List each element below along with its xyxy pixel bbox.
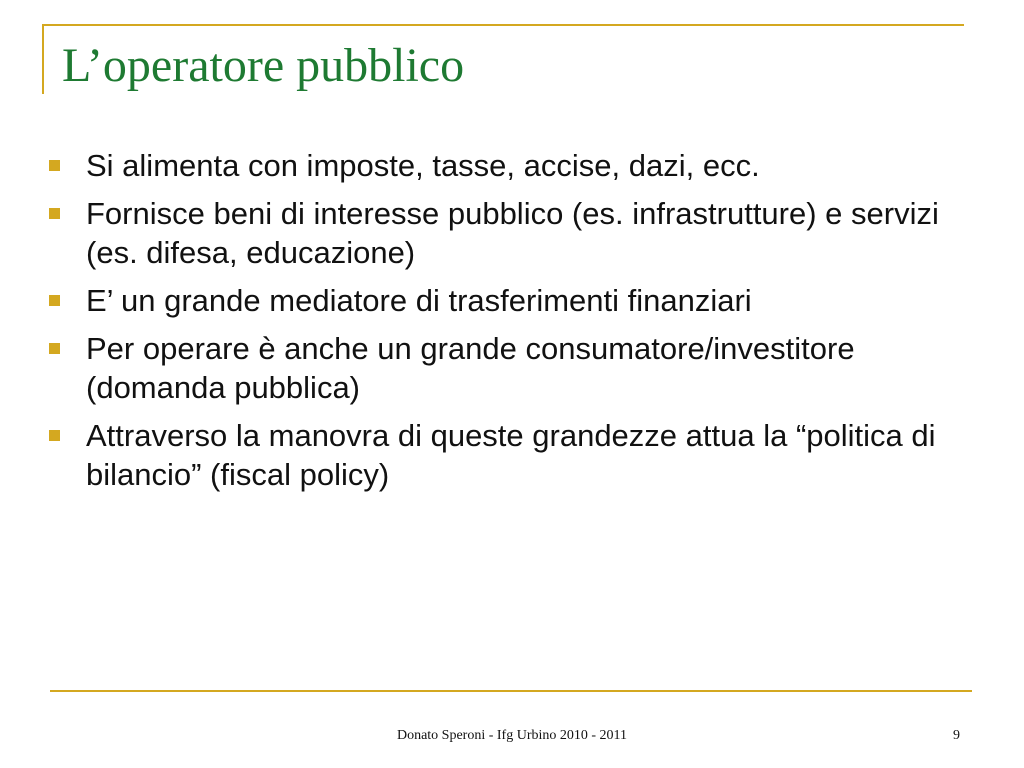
square-bullet-icon <box>49 160 60 171</box>
bullet-item <box>46 194 966 272</box>
square-bullet-icon <box>49 430 60 441</box>
square-bullet-icon <box>49 208 60 219</box>
title-frame-left-rule <box>42 24 44 94</box>
title-frame-top-rule <box>42 24 964 26</box>
bullet-item <box>46 146 966 185</box>
bullet-text: Attraverso la manovra di queste grandezze attua la “politica di bilancio” (fiscal policy) <box>86 418 936 492</box>
bullet-list <box>46 146 966 503</box>
bullet-item <box>46 416 966 494</box>
bullet-text: Per operare è anche un grande consumatore/investitore (domanda pubblica) <box>86 331 855 405</box>
square-bullet-icon <box>49 343 60 354</box>
bullet-item <box>46 281 966 320</box>
footer-rule <box>50 690 972 692</box>
bullet-item <box>46 329 966 407</box>
slide-title: L’operatore pubblico <box>62 39 465 92</box>
bullet-text: Fornisce beni di interesse pubblico (es. infrastrutture) e servizi (es. difesa, educazione) <box>86 196 939 270</box>
footer-text: Donato Speroni - Ifg Urbino 2010 - 2011 <box>396 728 628 743</box>
square-bullet-icon <box>49 295 60 306</box>
bullet-text: E’ un grande mediatore di trasferimenti finanziari <box>86 283 752 318</box>
page-number: 9 <box>953 728 960 743</box>
bullet-text: Si alimenta con imposte, tasse, accise, dazi, ecc. <box>86 148 760 183</box>
